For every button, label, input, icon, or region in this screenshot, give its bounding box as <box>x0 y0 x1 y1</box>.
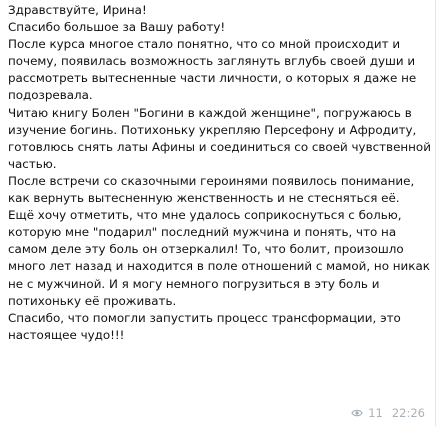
message-time: 22:26 <box>391 406 425 420</box>
views-count: 11 <box>368 406 383 420</box>
message-greeting: Здравствуйте, Ирина! <box>8 3 147 17</box>
message-paragraph: После курса многое стало понятно, что со мной происходит и почему, появилась возможность заглянуть вглубь своей души и рассмотреть вытесненные части личности, о которых я даже не подозревала. <box>8 37 417 103</box>
message-text <box>8 2 432 344</box>
eye-icon <box>351 407 363 419</box>
message-paragraph: Ещё хочу отметить, что мне удалось соприкоснуться с болью, которую мне "подарил" последний мужчина и понять, что на самом деле эту боль он отзеркалил! То, что болит, произошло много лет назад и находится в поле отношений с мамой, но никак не с мужчиной. И я могу немного погрузиться в эту боль и потихоньку её проживать. <box>8 208 430 308</box>
message-meta <box>351 406 425 420</box>
message-paragraph: После встречи со сказочными героинями появилось понимание, как вернуть вытесненную женственность и не стесняться её. <box>8 173 415 206</box>
message-paragraph: Спасибо большое за Вашу работу! <box>8 20 226 35</box>
message-paragraph: Читаю книгу Болен "Богини в каждой женщине", погружаюсь в изучение богинь. Потихоньку укрепляю Персефону и Афродиту, готовлюсь снять латы Афины и соединиться со своей чувственной частью. <box>8 105 431 171</box>
message-paragraph: Спасибо, что помогли запустить процесс трансформации, это настоящее чудо!!! <box>8 310 401 342</box>
